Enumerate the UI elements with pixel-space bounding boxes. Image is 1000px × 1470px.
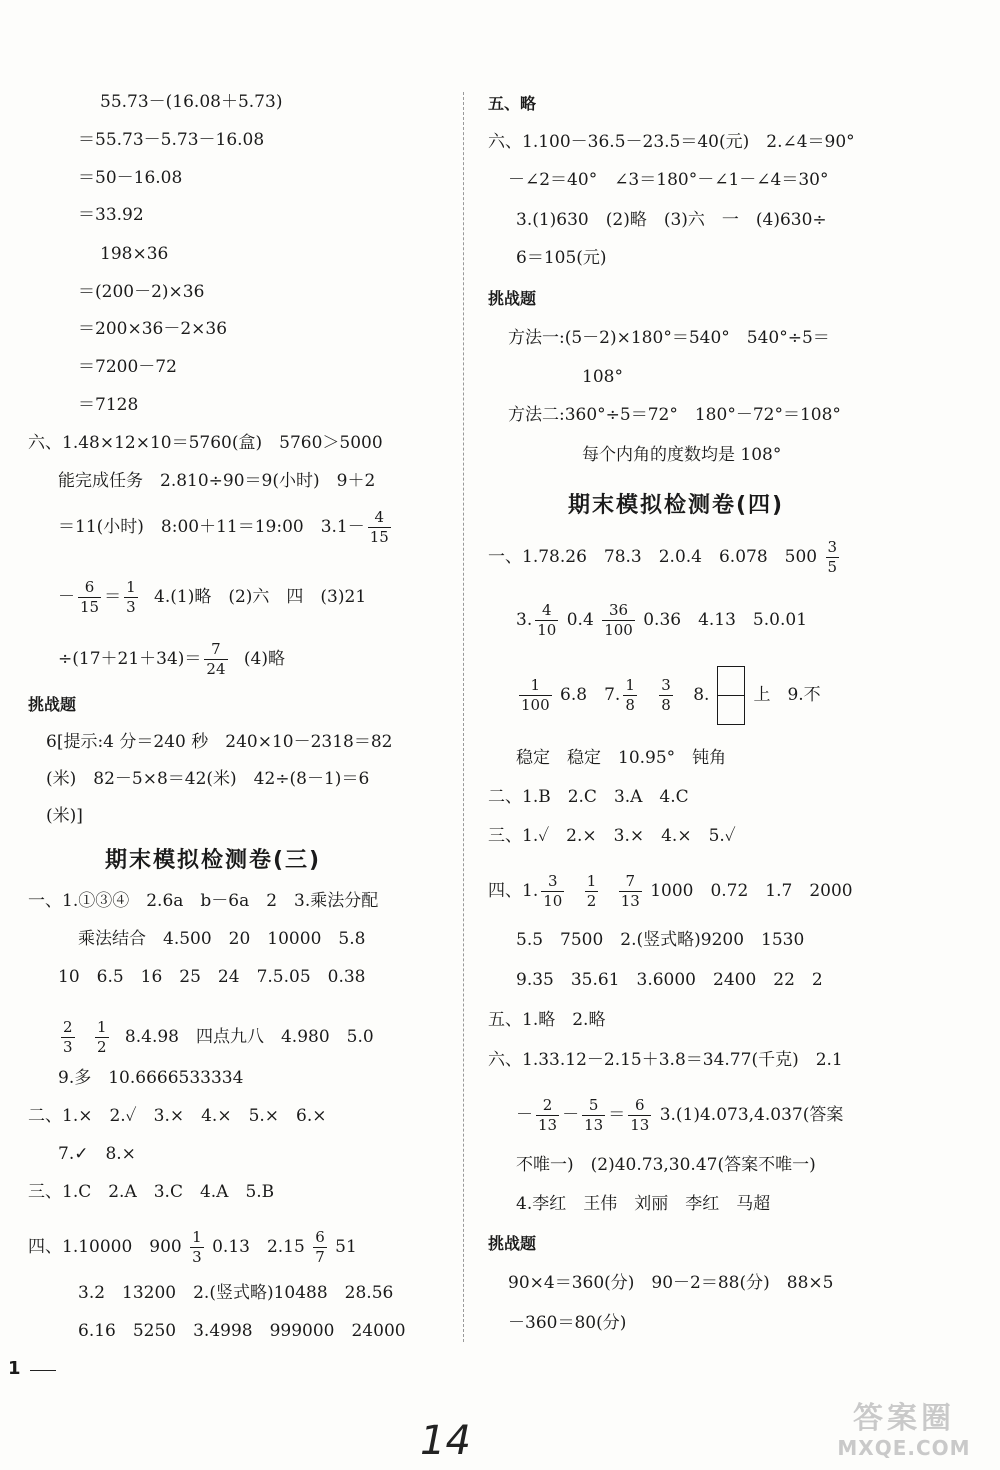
answer-line: [58, 508, 394, 547]
answer-line: 不唯一) (2)40.73,30.47(答案不唯一): [516, 1155, 816, 1175]
answer-line: 三、1.C 2.A 3.C 4.A 5.B: [28, 1182, 275, 1202]
section-heading: 五、略: [488, 94, 537, 113]
answer-text: 51: [335, 1237, 357, 1257]
fraction: $\frac{3}{8}$: [661, 676, 671, 714]
answer-text: 四、1.10000 900: [28, 1237, 182, 1257]
answer-text: 8.: [693, 685, 710, 705]
answer-text: ＝: [608, 1105, 626, 1125]
answer-line: 六、1.48×12×10＝5760(盒) 5760＞5000: [28, 433, 383, 453]
challenge-heading: 挑战题: [28, 695, 77, 714]
answer-text: 0.4: [566, 610, 594, 630]
answer-line: 乘法结合 4.500 20 10000 5.8: [78, 929, 366, 949]
answer-line: 108°: [582, 367, 623, 387]
answer-line: －360＝80(分): [508, 1313, 627, 1333]
fraction: $\frac{36}{100}$: [604, 601, 633, 639]
answer-line: 7.✓ 8.×: [58, 1144, 136, 1164]
answer-line: [516, 1096, 843, 1135]
answer-line: 三、1.✓ 2.× 3.× 4.× 5.✓: [488, 826, 736, 846]
fraction: $\frac{6}{7}$: [315, 1228, 325, 1266]
column-divider: [463, 92, 464, 1342]
answer-line: 6.16 5250 3.4998 999000 24000: [78, 1321, 406, 1341]
stacked-cube-figure: [717, 666, 745, 725]
answer-line: 稳定 稳定 10.95° 钝角: [516, 748, 727, 768]
fraction: $\frac{3}{10}$: [543, 872, 563, 910]
answer-text: 1000 0.72 1.7 2000: [650, 881, 853, 901]
page-number-dash: [30, 1370, 56, 1371]
answer-line: 3.(1)630 (2)略 (3)六 一 (4)630÷: [516, 210, 827, 230]
answer-text: 一、1.78.26 78.3 2.0.4 6.078 500: [488, 547, 818, 567]
challenge-heading: 挑战题: [488, 289, 537, 308]
answer-line: 3.2 13200 2.(竖式略)10488 28.56: [78, 1283, 394, 1303]
logo-text: 答案圈: [853, 1401, 955, 1436]
answer-line: [58, 1018, 374, 1057]
answer-line: (米)]: [46, 806, 83, 826]
answer-line: 5.5 7500 2.(竖式略)9200 1530: [516, 930, 805, 950]
fraction: $\frac{4}{10}$: [537, 601, 557, 639]
logo-url: MXQE.COM: [837, 1436, 971, 1460]
calc-line: ＝7128: [78, 395, 139, 415]
answer-text: －: [562, 1105, 580, 1125]
calc-line: ＝55.73－5.73－16.08: [78, 130, 265, 150]
answer-text: －: [516, 1105, 533, 1125]
answer-line: 10 6.5 16 25 24 7.5.05 0.38: [58, 967, 366, 987]
answer-text: 6.8 7.: [560, 685, 621, 705]
fraction: $\frac{1}{2}$: [586, 872, 597, 910]
answer-text: 上 9.不: [753, 685, 821, 705]
answer-line: 方法二:360°÷5＝72° 180°－72°＝108°: [508, 405, 841, 425]
exam-title: 期末模拟检测卷(四): [568, 493, 785, 518]
calc-line: ＝(200－2)×36: [78, 282, 205, 302]
calc-line: ＝50－16.08: [78, 168, 183, 188]
fraction: $\frac{6}{15}$: [80, 578, 100, 616]
watermark-logo: [818, 1395, 990, 1467]
answer-line: 一、1.①③④ 2.6a b－6a 2 3.乘法分配: [28, 891, 379, 911]
answer-line: 6＝105(元): [516, 248, 607, 268]
answer-line: 9.35 35.61 3.6000 2400 22 2: [516, 970, 823, 990]
fraction: $\frac{1}{3}$: [126, 578, 136, 616]
fraction: $\frac{7}{13}$: [620, 872, 640, 910]
calc-line: 198×36: [100, 244, 169, 264]
answer-text: 0.36 4.13 5.0.01: [643, 610, 808, 630]
answer-text: 4.(1)略 (2)六 四 (3)21: [154, 587, 367, 607]
fraction: $\frac{1}{3}$: [192, 1228, 202, 1266]
answer-text: ＝: [104, 587, 122, 607]
answer-text: 0.13 2.15: [212, 1237, 305, 1257]
fraction: $\frac{2}{3}$: [63, 1018, 73, 1056]
answer-line: [28, 1228, 357, 1267]
answer-line: 二、1.B 2.C 3.A 4.C: [488, 787, 689, 807]
page-number: 1: [8, 1358, 21, 1379]
answer-line: 6[提示:4 分＝240 秒 240×10－2318＝82: [46, 732, 393, 752]
answer-line: 9.多 10.6666533334: [58, 1068, 244, 1088]
answer-line: 五、1.略 2.略: [488, 1010, 606, 1030]
handwritten-page-number: 14: [420, 1418, 471, 1464]
fraction: $\frac{1}{8}$: [625, 676, 635, 714]
calc-line: ＝33.92: [78, 205, 144, 225]
answer-line: 六、1.100－36.5－23.5＝40(元) 2.∠4＝90°: [488, 132, 855, 152]
answer-text: 四、1.: [488, 881, 539, 901]
answer-line: 4.李红 王伟 刘丽 李红 马超: [516, 1194, 771, 1214]
fraction: $\frac{6}{13}$: [630, 1096, 650, 1134]
answer-text: 3.: [516, 610, 533, 630]
fraction: $\frac{2}{13}$: [538, 1096, 558, 1134]
answer-line: [516, 666, 821, 725]
answer-line: 能完成任务 2.810÷90＝9(小时) 9＋2: [58, 471, 376, 491]
fraction: $\frac{4}{15}$: [369, 508, 389, 546]
answer-text: ÷(17＋21＋34)＝: [58, 649, 202, 669]
fraction: $\frac{7}{24}$: [206, 640, 226, 678]
fraction: $\frac{1}{2}$: [96, 1018, 107, 1056]
answer-line: [58, 640, 285, 679]
answer-line: [488, 538, 842, 577]
answer-text: －: [58, 587, 75, 607]
calc-line: 55.73－(16.08＋5.73): [100, 92, 283, 112]
answer-line: [516, 601, 807, 640]
fraction: $\frac{1}{100}$: [521, 676, 550, 714]
answer-line: －∠2＝40° ∠3＝180°－∠1－∠4＝30°: [508, 170, 829, 190]
calc-line: ＝200×36－2×36: [78, 319, 228, 339]
answer-line: 六、1.33.12－2.15＋3.8＝34.77(千克) 2.1: [488, 1050, 843, 1070]
fraction: $\frac{3}{5}$: [827, 538, 838, 576]
fraction: $\frac{5}{13}$: [584, 1096, 604, 1134]
answer-line: [58, 578, 366, 617]
challenge-heading: 挑战题: [488, 1234, 537, 1253]
answer-line: 每个内角的度数均是 108°: [582, 445, 782, 465]
answer-line: 90×4＝360(分) 90－2＝88(分) 88×5: [508, 1273, 834, 1293]
answer-line: (米) 82－5×8＝42(米) 42÷(8－1)＝6: [46, 769, 370, 789]
exam-title: 期末模拟检测卷(三): [105, 848, 322, 873]
answer-text: 8.4.98 四点九八 4.980 5.0: [124, 1027, 374, 1047]
answer-line: 二、1.× 2.✓ 3.× 4.× 5.× 6.×: [28, 1106, 327, 1126]
calc-line: ＝7200－72: [78, 357, 177, 377]
answer-text: 3.(1)4.073,4.037(答案: [659, 1105, 844, 1125]
answer-line: [488, 872, 853, 911]
answer-text: ＝11(小时) 8:00＋11＝19:00 3.1－: [58, 517, 365, 537]
answer-text: (4)略: [243, 649, 285, 669]
answer-line: 方法一:(5－2)×180°＝540° 540°÷5＝: [508, 328, 830, 348]
